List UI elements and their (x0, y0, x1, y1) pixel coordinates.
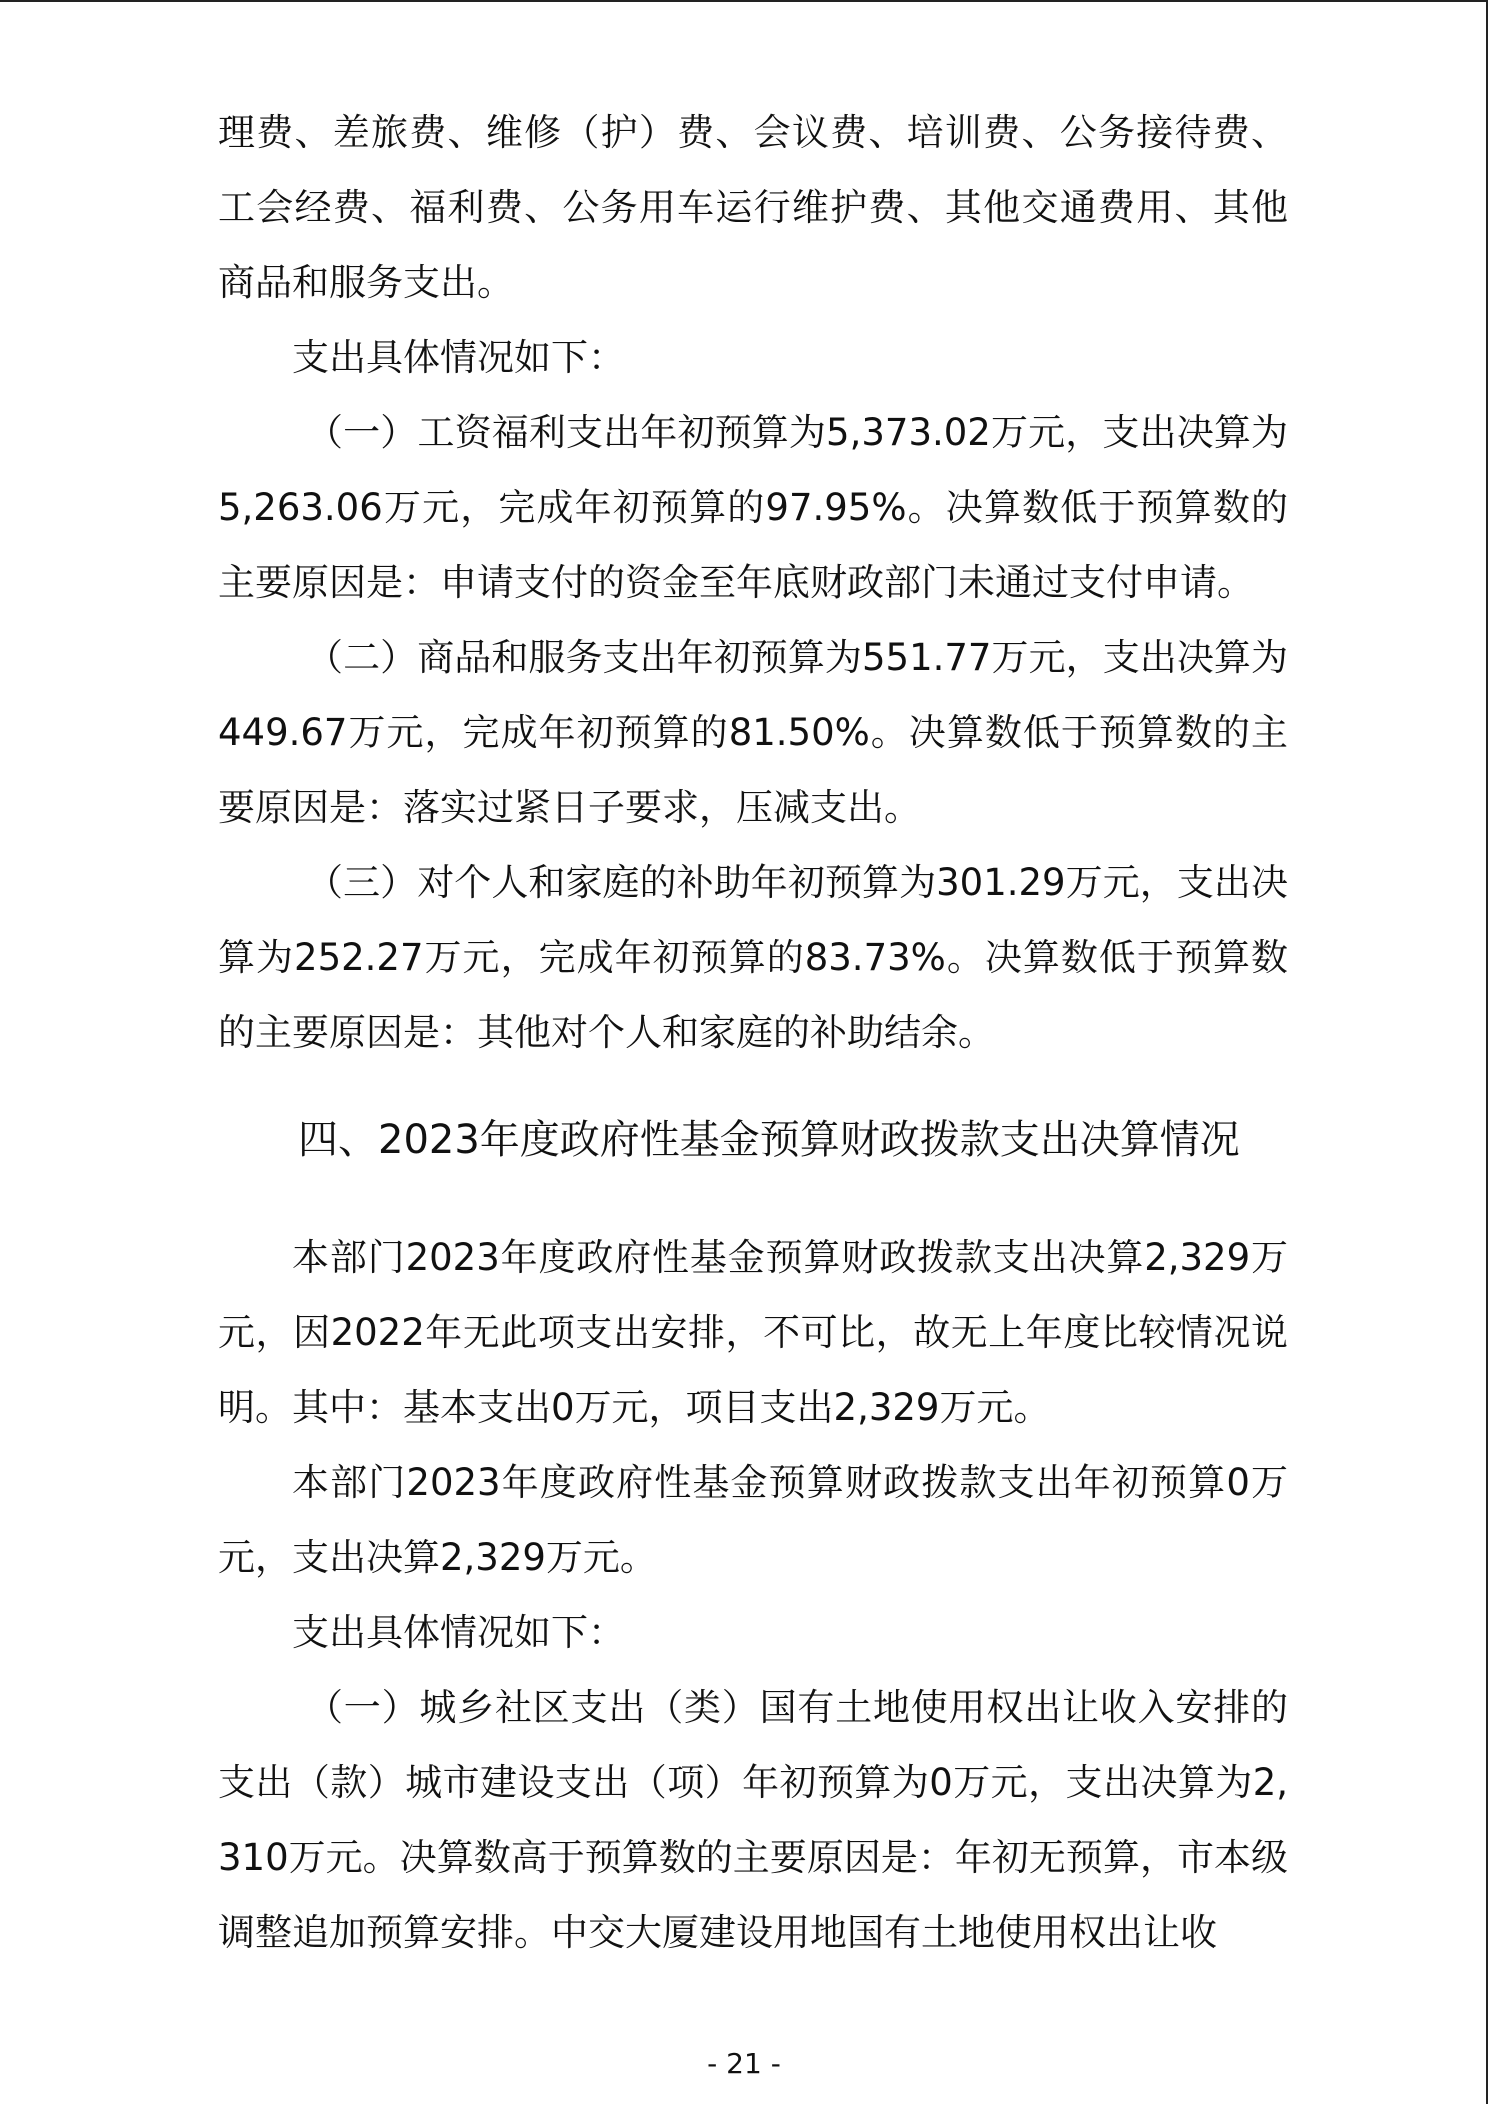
body-paragraph-continuation: 理费、差旅费、维修（护）费、会议费、培训费、公务接待费、工会经费、福利费、公务用车运行维护费、其他交通费用、其他商品和服务支出。 (218, 111, 1288, 304)
body-paragraph-household-subsidies: （三）对个人和家庭的补助年初预算为301.29万元，支出决算为252.27万元，完成年初预算的83.73%。决算数低于预算数的主要原因是：其他对个人和家庭的补助结余。 (218, 861, 1288, 1054)
body-paragraph-fund-budget-summary: 本部门2023年度政府性基金预算财政拨款支出决算2,329万元，因2022年无此项支出安排，不可比，故无上年度比较情况说明。其中：基本支出0万元，项目支出2,329万元。 (218, 1236, 1288, 1429)
body-paragraph-goods-services: （二）商品和服务支出年初预算为551.77万元，支出决算为449.67万元，完成年初预算的81.50%。决算数低于预算数的主要原因是：落实过紧日子要求，压减支出。 (218, 636, 1288, 829)
section-heading: 四、2023年度政府性基金预算财政拨款支出决算情况 (298, 1117, 1240, 1163)
page-number: - 21 - (707, 2047, 781, 2080)
body-paragraph-urban-rural-community: （一）城乡社区支出（类）国有土地使用权出让收入安排的支出（款）城市建设支出（项）年初预算为0万元，支出决算为2,310万元。决算数高于预算数的主要原因是：年初无预算，市本级调整追加预算安排。中交大厦建设用地国有土地使用权出让收 (218, 1686, 1288, 1954)
body-paragraph-fund-budget-initial: 本部门2023年度政府性基金预算财政拨款支出年初预算0万元，支出决算2,329万元。 (218, 1461, 1288, 1579)
body-paragraph-wages-welfare: （一）工资福利支出年初预算为5,373.02万元，支出决算为5,263.06万元，完成年初预算的97.95%。决算数低于预算数的主要原因是：申请支付的资金至年底财政部门未通过支付申请。 (218, 411, 1288, 604)
body-paragraph-fund-expense-intro: 支出具体情况如下： (292, 1611, 625, 1654)
body-paragraph-expense-intro: 支出具体情况如下： (292, 336, 625, 379)
